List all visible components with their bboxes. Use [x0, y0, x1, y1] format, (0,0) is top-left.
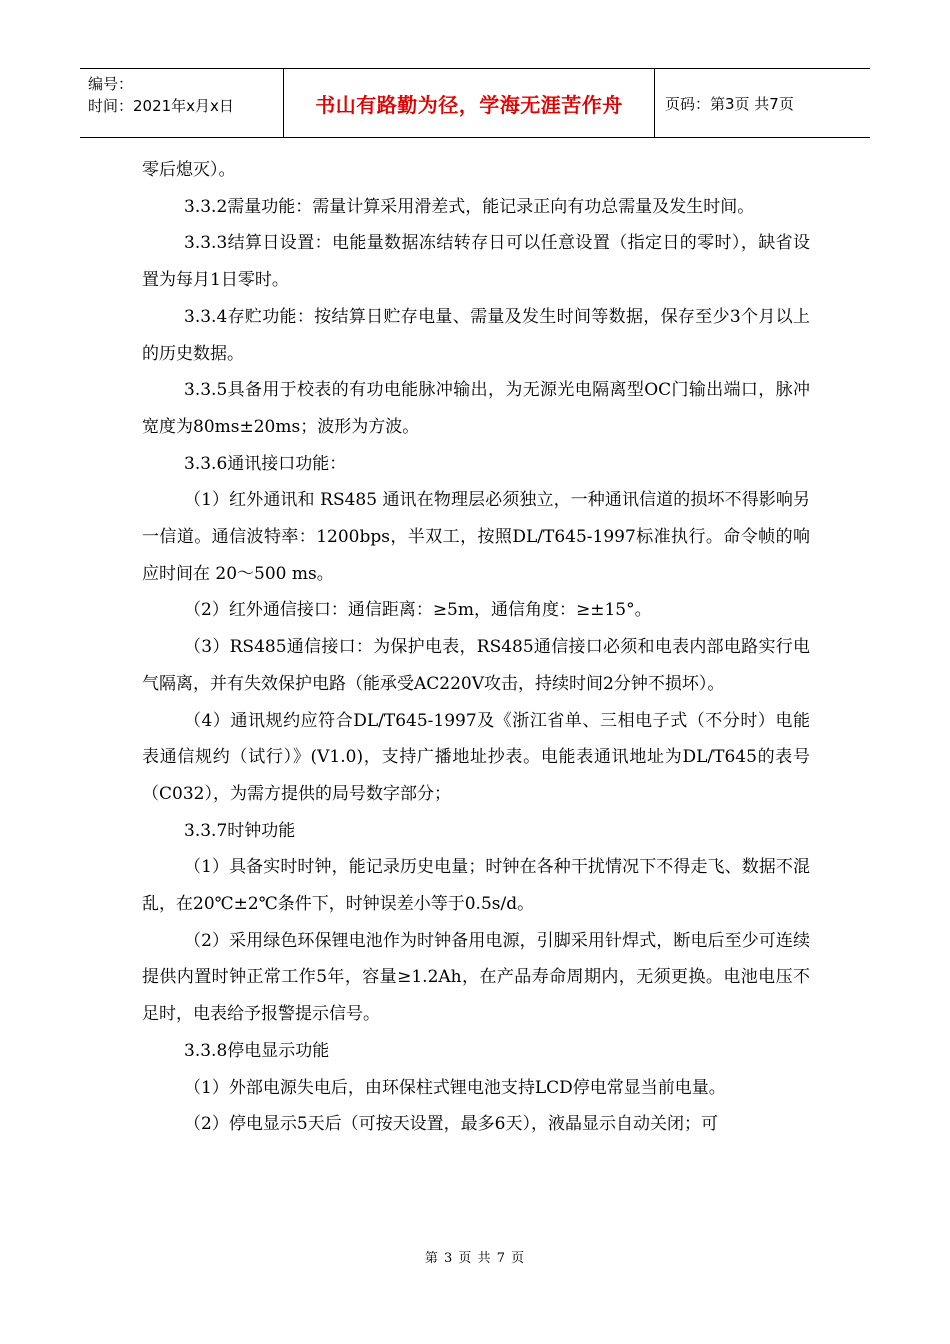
paragraph-continuation: 零后熄灭）。 — [142, 160, 236, 180]
paragraph-demand-function: 3.3.2需量功能：需量计算采用滑差式，能记录正向有功总需量及发生时间。 — [184, 196, 755, 217]
paragraph-settlement-day: 3.3.3结算日设置：电能量数据冻结转存日可以任意设置（指定日的零时），缺省设置为每月1日零时。 — [142, 233, 810, 291]
paragraph-pulse-output: 3.3.5具备用于校表的有功电能脉冲输出，为无源光电隔离型OC门输出端口，脉冲宽度为80ms±20ms；波形为方波。 — [142, 380, 810, 437]
section-heading-power-off-display: 3.3.8停电显示功能 — [184, 1040, 330, 1061]
page-footer: 第 3 页 共 7 页 — [424, 1251, 526, 1266]
paragraph-storage-function: 3.3.4存贮功能：按结算日贮存电量、需量及发生时间等数据，保存至少3个月以上的历史数据。 — [142, 306, 810, 364]
list-item: （4）通讯规约应符合DL/T645-1997及《浙江省单、三相电子式（不分时）电能表通信规约（试行）》(V1.0)，支持广播地址抄表。电能表通讯地址为DL/T645的表号（C032），为需方提供的局号数字部分； — [142, 710, 810, 804]
page-header — [80, 68, 870, 138]
header-motto: 书山有路勤为径，学海无涯苦作舟 — [315, 92, 623, 117]
list-item: （3）RS485通信接口：为保护电表，RS485通信接口必须和电表内部电路实行电气隔离，并有失效保护电路（能承受AC220V攻击，持续时间2分钟不损坏）。 — [142, 637, 810, 694]
list-item: （2）采用绿色环保锂电池作为时钟备用电源，引脚采用针焊式，断电后至少可连续提供内置时钟正常工作5年，容量≥1.2Ah，在产品寿命周期内，无须更换。电池电压不足时，电表给予报警提示信号。 — [142, 930, 810, 1025]
header-motto-cell — [283, 69, 655, 137]
list-item: （2）红外通信接口：通信距离：≥5m，通信角度：≥±15°。 — [184, 600, 652, 621]
document-date-label: 时间：2021年x月x日 — [88, 97, 234, 115]
document-body — [142, 152, 810, 1143]
section-heading-communication: 3.3.6通讯接口功能： — [184, 453, 347, 474]
header-page-code: 页码：第3页 共7页 — [665, 94, 794, 113]
document-number-label: 编号： — [88, 75, 134, 93]
list-item: （2）停电显示5天后（可按天设置，最多6天），液晶显示自动关闭；可 — [184, 1114, 718, 1135]
list-item: （1）红外通讯和 RS485 通讯在物理层必须独立，一种通讯信道的损坏不得影响另一信道。通信波特率：1200bps，半双工，按照DL/T645-1997标准执行。命令帧的响应时间在 20～500 ms。 — [142, 490, 810, 584]
list-item: （1）外部电源失电后，由环保柱式锂电池支持LCD停电常显当前电量。 — [184, 1077, 726, 1098]
list-item: （1）具备实时时钟，能记录历史电量；时钟在各种干扰情况下不得走飞、数据不混乱，在20℃±2℃条件下，时钟误差小等于0.5s/d。 — [142, 857, 810, 915]
section-heading-clock: 3.3.7时钟功能 — [184, 820, 296, 841]
header-meta — [80, 69, 283, 137]
